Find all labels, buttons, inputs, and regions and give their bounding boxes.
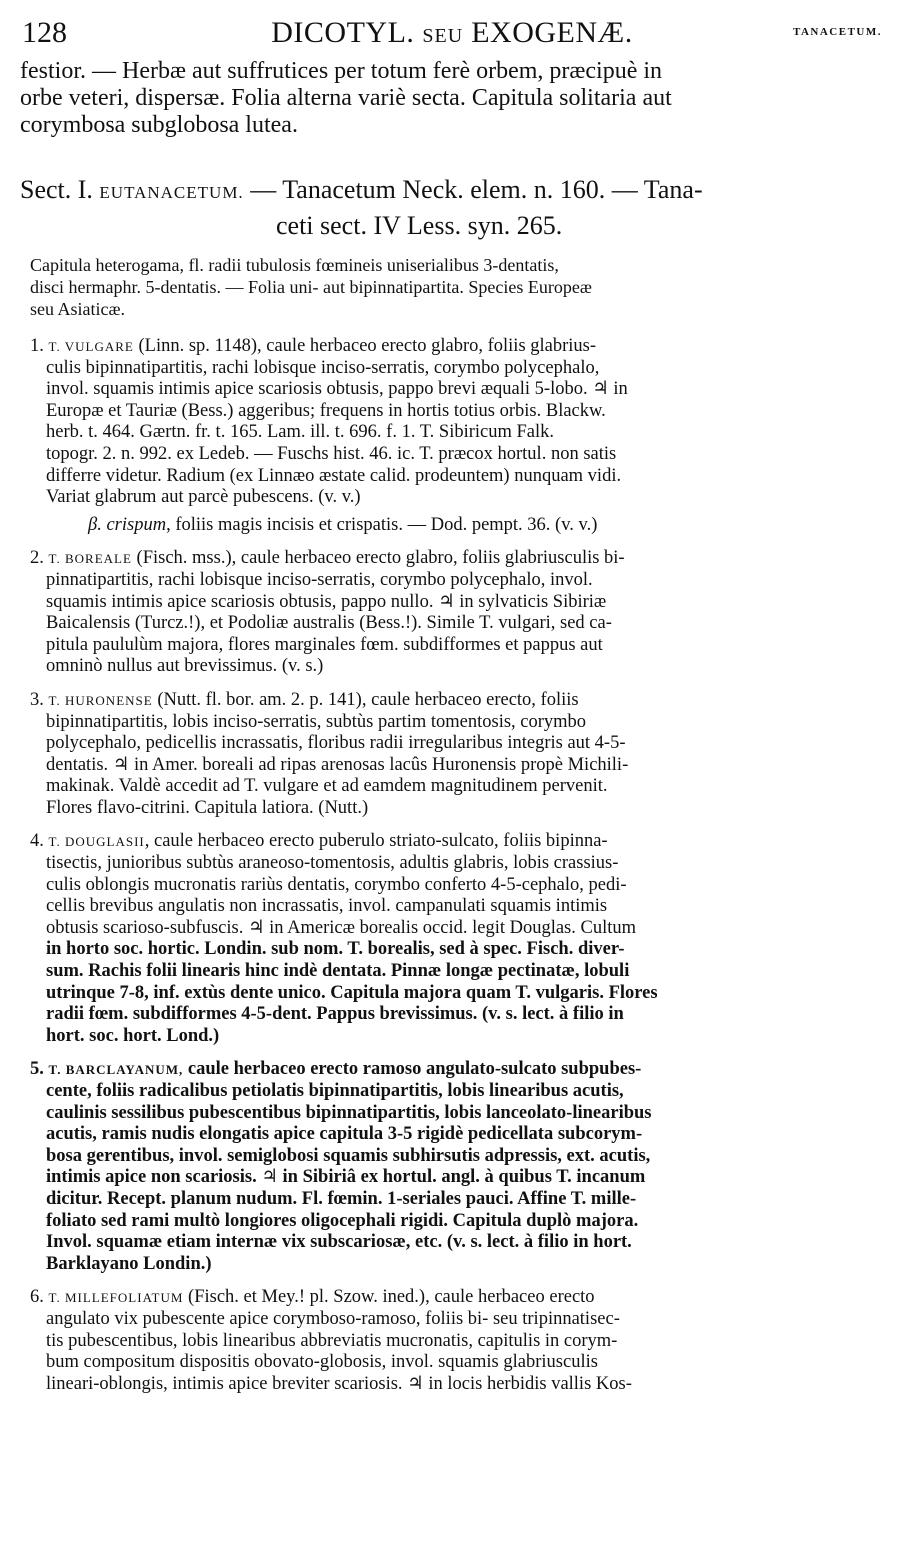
species-entry-4 [20,831,884,1047]
species-number: 4. [30,831,44,852]
intro-line: corymbosa subglobosa lutea. [20,112,298,138]
species-name: T. HURONENSE [48,692,153,708]
title-right: EXOGENÆ. [471,16,633,49]
variety-text: , foliis magis incisis et crispatis. — Dod. pempt. 36. (v. v.) [166,514,598,535]
species-line: polycephalo, pedicellis incrassatis, floribus radii irregularibus integris aut 4-5- [46,733,626,754]
species-line: makinak. Valdè accedit ad T. vulgare et ad eamdem magnitudinem pervenit. [46,776,608,797]
title-mid: SEU [422,25,464,47]
species-line: Flores flavo-citrini. Capitula latiora. (Nutt.) [46,797,369,818]
species-number: 6. [30,1287,44,1308]
running-genus: TANACETUM. [792,26,882,38]
species-line: invol. squamis intimis apice scariosis obtusis, pappo brevi æquali 5-lobo. ♃ in [46,379,628,400]
species-first-line [20,831,884,853]
species-number: 1. [30,336,44,356]
species-text: (Nutt. fl. bor. am. 2. p. 141), caule herbaceo erecto, foliis [157,689,579,710]
intro-line: orbe veteri, dispersæ. Folia alterna variè secta. Capitula solitaria aut [20,85,672,111]
species-line: dicitur. Recept. planum nudum. Fl. fœmin. 1-seriales pauci. Affine T. mille- [46,1188,637,1209]
species-line: herb. t. 464. Gærtn. fr. t. 165. Lam. ill. t. 696. f. 1. T. Sibiricum Falk. [46,422,555,443]
species-line: cellis brevibus angulatis non incrassatis, invol. campanulati squamis intimis [46,896,608,917]
species-line: culis oblongis mucronatis rariùs dentatis, corymbo conferto 4-5-cephalo, pedi- [46,874,627,895]
species-line: cente, foliis radicalibus petiolatis bipinnatipartitis, lobis linearibus acutis, [46,1081,624,1101]
section-description-line: Capitula heterogama, fl. radii tubulosis fœmineis uniserialibus 3-dentatis, [30,255,559,275]
intro-line: festior. — Herbæ aut suffrutices per totum ferè orbem, præcipuè in [20,58,663,84]
species-first-line [20,690,884,712]
species-line: topogr. 2. n. 992. ex Ledeb. — Fuschs hist. 46. ic. T. præcox hortul. non satis [46,443,617,464]
variety-line [88,515,884,537]
species-entry-6 [20,1287,884,1395]
species-entry-3 [20,690,884,820]
section-synonym-1: — Tanacetum Neck. elem. n. 160. — Tana- [250,175,703,204]
species-first-line [20,1287,884,1309]
species-line: in horto soc. hortic. Londin. sub nom. T. borealis, sed à spec. Fisch. diver- [46,939,625,960]
section-label: Sect. I. [20,175,93,204]
species-entry-1 [20,336,884,509]
species-line: caulinis sessilibus pubescentibus bipinnatipartitis, lobis lanceolato-linearibus [46,1102,652,1123]
species-line: Variat glabrum aut parcè pubescens. (v. v.) [46,487,361,508]
species-entry-2 [20,548,884,678]
species-line: intimis apice non scariosis. ♃ in Sibiriâ ex hortul. angl. à quibus T. incanum [46,1167,646,1188]
species-entry-5 [20,1059,884,1275]
species-line: sum. Rachis folii linearis hinc indè dentata. Pinnæ longæ pectinatæ, lobuli [46,961,630,982]
section-description [30,254,884,320]
species-line: hort. soc. hort. Lond.) [46,1025,220,1046]
species-line: Baicalensis (Turcz.!), et Podoliæ australis (Bess.!). Simile T. vulgari, sed ca- [46,613,612,634]
species-line: angulato vix pubescente apice corymboso-ramoso, foliis bi- seu tripinnatisec- [46,1308,620,1329]
species-line: obtusis scarioso-subfuscis. ♃ in Americæ borealis occid. legit Douglas. Cultum [46,917,637,938]
species-line: acutis, ramis nudis elongatis apice capitula 3-5 rigidè pedicellata subcorym- [46,1124,643,1145]
section-heading-line [20,173,884,209]
section-description-line: disci hermaphr. 5-dentatis. — Folia uni- aut bipinnatipartita. Species Europeæ [30,277,592,297]
variety-label: β. crispum [88,514,167,535]
species-line: pinnatipartitis, rachi lobisque inciso-serratis, corymbo polycephalo, invol. [46,569,593,590]
title-left: DICOTYL. [271,16,415,49]
running-header [20,14,884,58]
variety-entry [88,515,884,537]
species-line: foliato sed rami multò longiores oligocephali rigidi. Capitula duplò majora. [46,1210,639,1231]
species-line: bum compositum dispositis obovato-globosis, invol. squamis glabriusculis [46,1352,598,1373]
species-first-line [20,1059,884,1081]
species-line: tisectis, junioribus subtùs araneoso-tomentosis, adultis glabris, lobis crassius- [46,853,619,874]
running-title [20,16,884,50]
species-name: T. DOUGLASII [48,834,145,850]
species-line: Barklayano Londin.) [46,1253,212,1274]
section-name: EUTANACETUM. [99,183,244,202]
species-line: Europæ et Tauriæ (Bess.) aggeribus; frequens in hortis totius orbis. Blackw. [46,400,606,421]
species-name: T. MILLEFOLIATUM [48,1290,184,1306]
section-synonym-2: ceti sect. IV Less. syn. 265. [276,211,563,240]
section-description-line: seu Asiaticæ. [30,299,125,319]
species-line: bosa gerentibus, invol. semiglobosi squamis subhirsutis adpressis, ext. acutis, [46,1145,651,1166]
species-first-line [20,336,884,358]
species-line: omninò nullus aut brevissimus. (v. s.) [46,656,324,677]
species-line: pitula paululùm majora, flores marginales fœm. subdifformes et pappus aut [46,634,603,655]
species-line: bipinnatipartitis, lobis inciso-serratis, subtùs partim tomentosis, corymbo [46,711,587,732]
species-line: Invol. squamæ etiam internæ vix subscariosæ, etc. (v. s. lect. à filio in hort. [46,1232,632,1253]
species-name: T. BOREALE [48,551,132,567]
species-line: dentatis. ♃ in Amer. boreali ad ripas arenosas lacûs Huronensis propè Michili- [46,754,629,775]
species-first-line [20,548,884,570]
species-number: 3. [30,689,44,710]
species-line: differre videtur. Radium (ex Linnæo æstate calid. prodeuntem) nunquam vidi. [46,465,622,486]
species-line: radii fœm. subdifformes 4-5-dent. Pappus brevissimus. (v. s. lect. à filio in [46,1004,624,1025]
species-text: (Fisch. et Mey.! pl. Szow. ined.), caule herbaceo erecto [188,1287,595,1308]
species-line: squamis intimis apice scariosis obtusis, pappo nullo. ♃ in sylvaticis Sibiriæ [46,591,607,612]
species-line: utrinque 7-8, inf. extùs dente unico. Capitula majora quam T. vulgaris. Flores [46,982,658,1003]
species-text: caule herbaceo erecto ramoso angulato-sulcato subpubes- [187,1059,642,1080]
species-name: T. VULGARE [48,339,134,354]
species-line: culis bipinnatipartitis, rachi lobisque inciso-serratis, corymbo polycephalo, [46,357,600,378]
species-text: (Linn. sp. 1148), caule herbaceo erecto glabro, foliis glabrius- [138,336,597,356]
intro-paragraph [20,58,884,139]
species-number: 2. [30,548,44,569]
page-number: 128 [22,16,67,49]
section-heading [20,173,884,242]
species-text: , caule herbaceo erecto puberulo striato-sulcato, foliis bipinna- [144,831,608,852]
species-number: 5. [30,1059,44,1080]
species-name: T. BARCLAYANUM, [48,1062,184,1078]
species-text: (Fisch. mss.), caule herbaceo erecto glabro, foliis glabriusculis bi- [136,548,625,569]
species-line: lineari-oblongis, intimis apice breviter scariosis. ♃ in locis herbidis vallis Kos- [46,1373,632,1394]
species-line: tis pubescentibus, lobis linearibus abbreviatis mucronatis, capitulis in corym- [46,1330,618,1351]
